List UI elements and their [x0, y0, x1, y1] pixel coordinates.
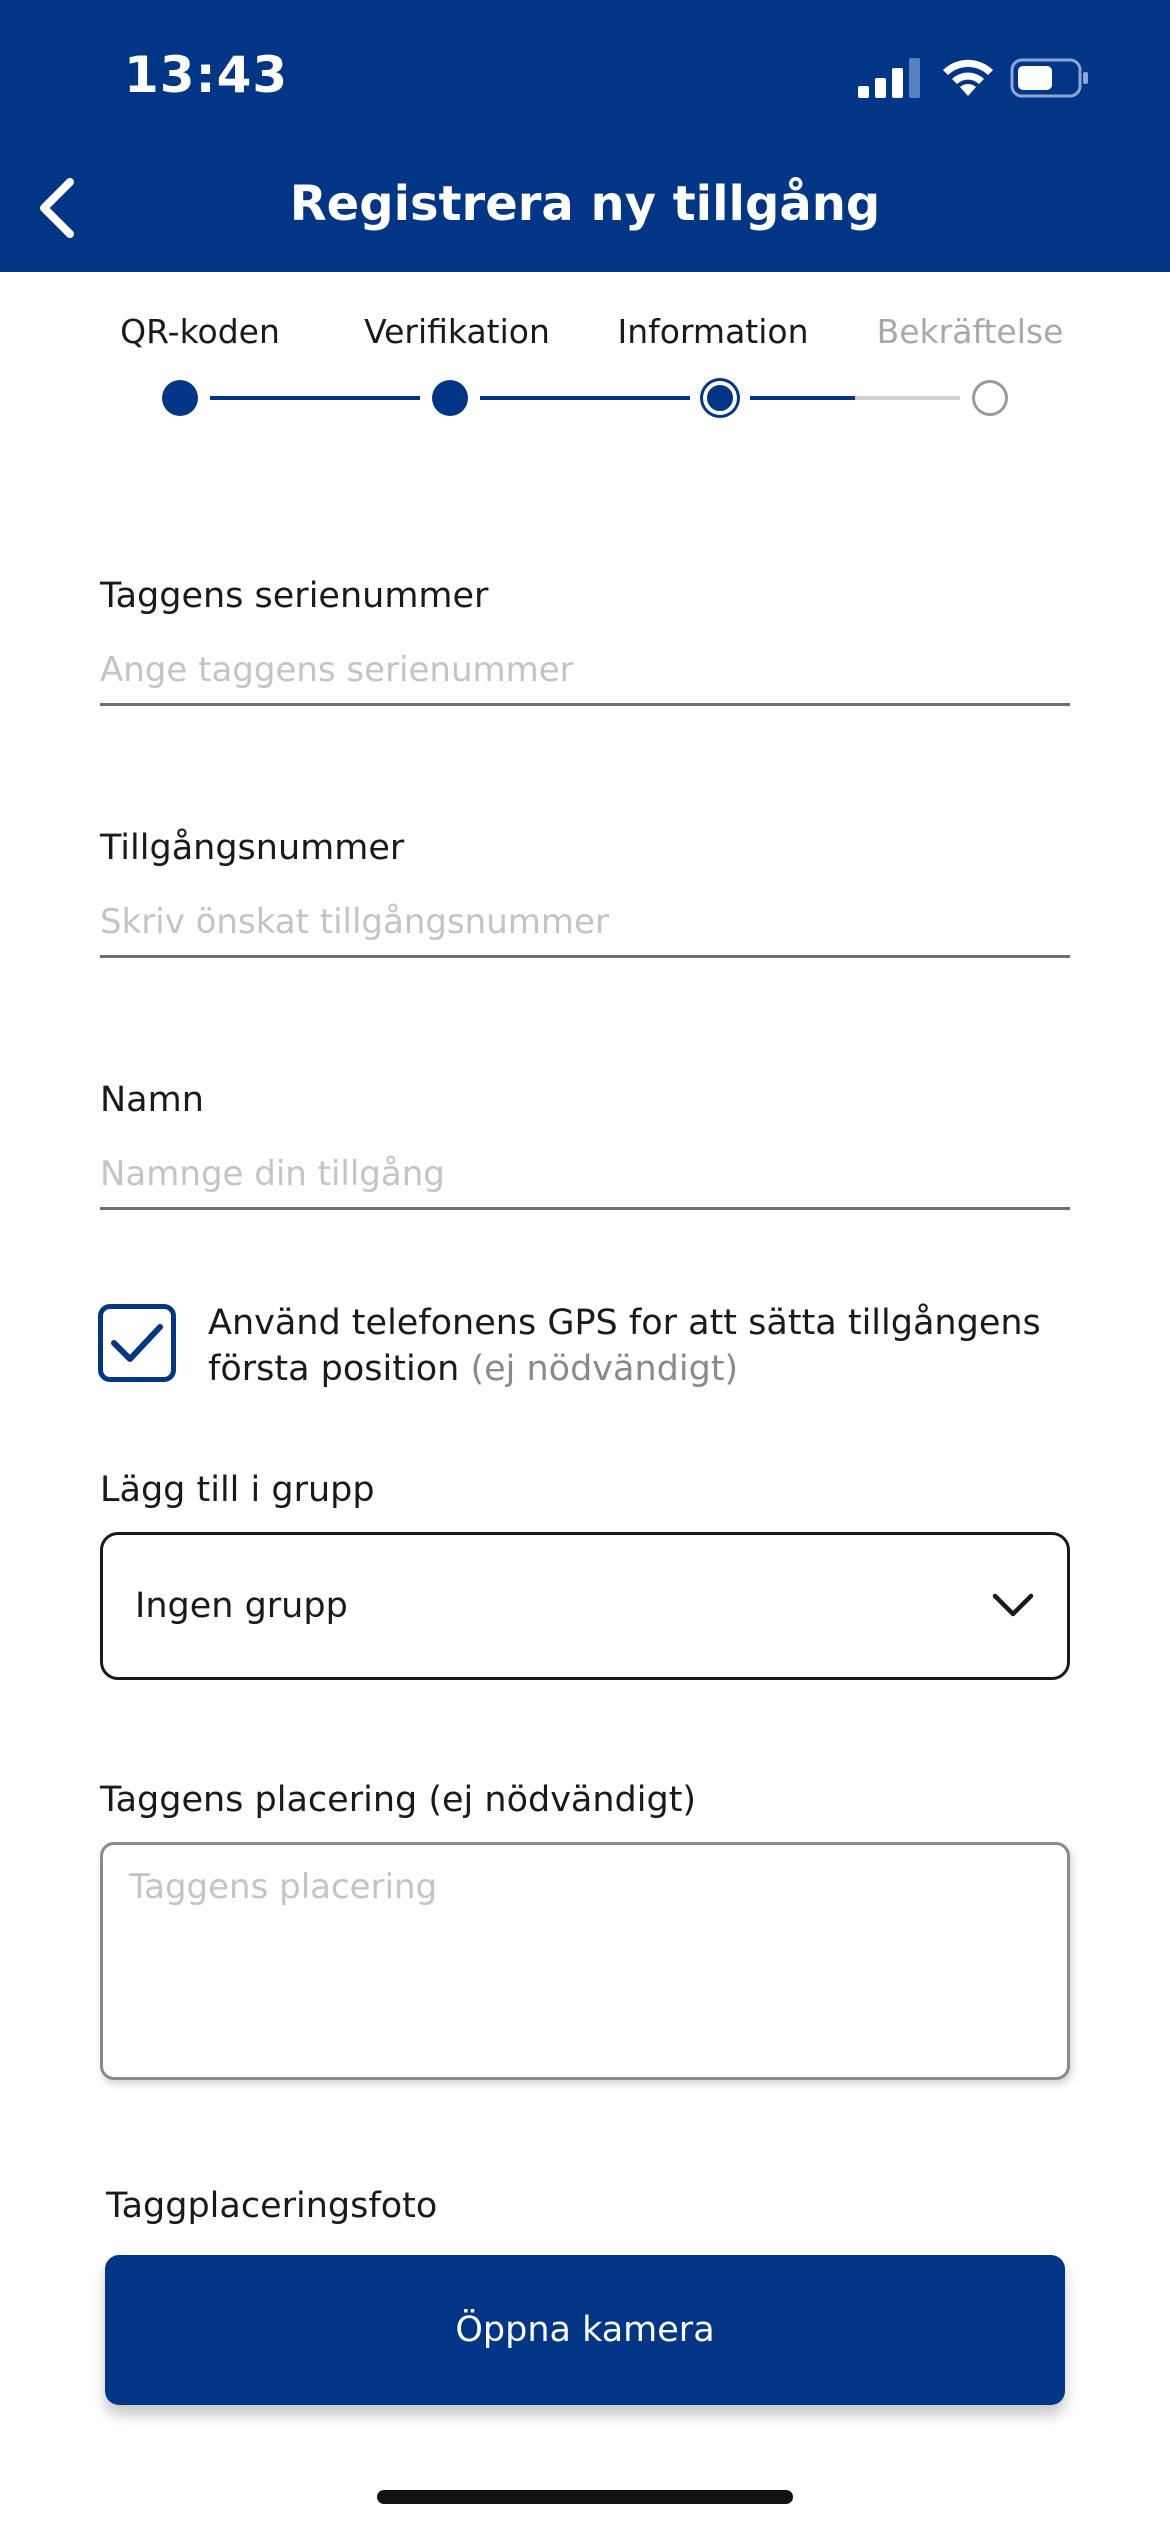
- asset-number-input[interactable]: [100, 888, 1070, 958]
- name-label: Namn: [100, 1080, 204, 1120]
- placement-textarea[interactable]: [100, 1842, 1070, 2080]
- step-label-qr: QR-koden: [120, 312, 280, 351]
- step-connector-remaining: [855, 396, 960, 400]
- step-dot-confirmation: [972, 380, 1008, 416]
- step-dot-information: [703, 381, 737, 415]
- gps-optional-note: (ej nödvändigt): [470, 1349, 739, 1389]
- step-dot-qr: [162, 380, 198, 416]
- checkmark-icon: [108, 1319, 166, 1367]
- chevron-down-icon: [991, 1592, 1035, 1620]
- step-connector: [210, 396, 420, 400]
- page-title: Registrera ny tillgång: [289, 176, 881, 232]
- gps-checkbox[interactable]: [98, 1304, 176, 1382]
- battery-icon: [1010, 58, 1090, 98]
- group-label: Lägg till i grupp: [100, 1470, 375, 1510]
- step-dot-verification: [432, 380, 468, 416]
- group-select[interactable]: [100, 1532, 1070, 1680]
- name-input[interactable]: [100, 1140, 1070, 1210]
- app-header: [0, 0, 1170, 272]
- step-label-verification: Verifikation: [364, 312, 550, 351]
- gps-checkbox-text: Använd telefonens GPS for att sätta tillgångens första position: [208, 1303, 1041, 1389]
- group-select-value: Ingen grupp: [135, 1586, 348, 1626]
- step-label-information: Information: [617, 312, 809, 351]
- open-camera-button[interactable]: Öppna kamera: [105, 2255, 1065, 2405]
- step-connector-progress: [750, 396, 855, 400]
- status-time: 13:43: [124, 46, 289, 104]
- asset-number-label: Tillgångsnummer: [100, 828, 405, 868]
- serial-number-input[interactable]: [100, 636, 1070, 706]
- signal-icon: [858, 58, 922, 98]
- photo-label: Taggplaceringsfoto: [106, 2186, 438, 2226]
- home-indicator: [377, 2490, 793, 2504]
- placement-label: Taggens placering (ej nödvändigt): [100, 1780, 697, 1820]
- gps-checkbox-label: [208, 1300, 1088, 1392]
- wifi-icon: [940, 56, 996, 98]
- serial-number-label: Taggens serienummer: [100, 576, 489, 616]
- step-label-confirmation: Bekräftelse: [876, 312, 1064, 351]
- step-connector: [480, 396, 690, 400]
